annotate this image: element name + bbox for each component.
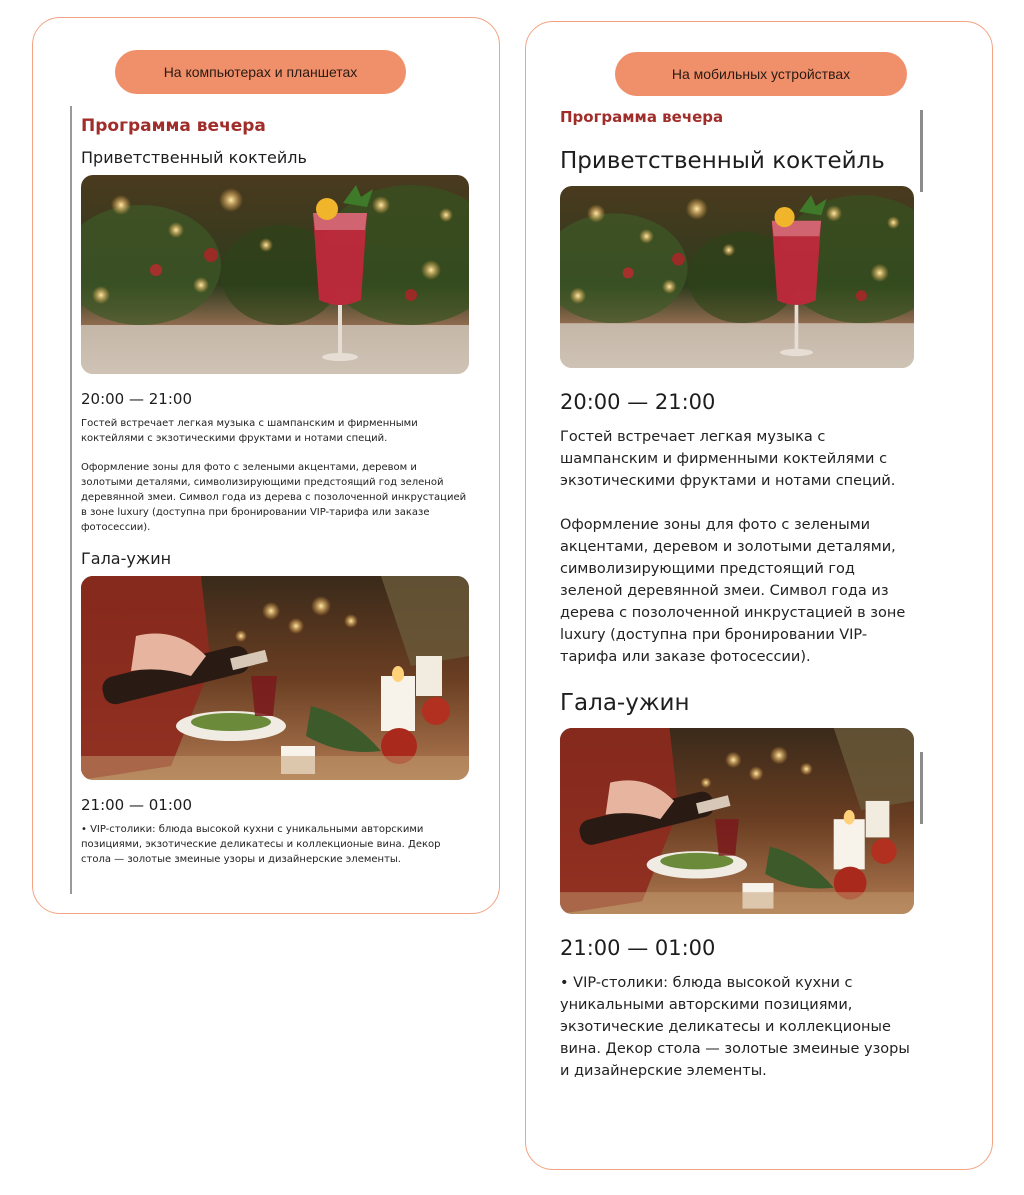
dinner-photo [560,728,914,914]
section-title-cocktail: Приветственный коктейль [560,148,885,174]
mobile-content [560,108,922,1104]
program-title: Программа вечера [560,108,724,126]
paragraph-cocktail-1: Гостей встречает легкая музыка с шампанским и фирменными коктейлями с экзотическими фруктами и нотами специй. [81,418,418,444]
section-title-gala: Гала-ужин [560,690,690,716]
paragraph-gala-1: • VIP-столики: блюда высокой кухни с уникальными авторскими позициями, экзотические деликатесы и коллекционые вина. Декор стола — золотые змеиные узоры и дизайнерские элементы. [560,975,910,1079]
cocktail-photo [560,186,914,368]
paragraph-cocktail-2: Оформление зоны для фото с зелеными акцентами, деревом и золотыми деталями, символизирующими предстоящий год зеленой деревянной змеи. Символ года из дерева с позолоченной инкрустацией в зоне luxury (доступна при бронировании VIP-тарифа или заказе фотосессии). [81,462,467,533]
time-cocktail: 20:00 — 21:00 [560,390,716,414]
paragraph-cocktail-1: Гостей встречает легкая музыка с шампанским и фирменными коктейлями с экзотическими фруктами и нотами специй. [560,429,896,489]
mobile-label-pill[interactable]: На мобильных устройствах [615,52,907,96]
paragraph-gala-1: • VIP-столики: блюда высокой кухни с уникальными авторскими позициями, экзотические деликатесы и коллекционые вина. Декор стола — золотые змеиные узоры и дизайнерские элементы. [81,824,441,865]
cocktail-photo [81,175,469,374]
time-gala: 21:00 — 01:00 [560,936,716,960]
desktop-left-rule [70,106,72,894]
time-cocktail: 20:00 — 21:00 [81,390,192,408]
dinner-photo [81,576,469,780]
mobile-preview-card [525,21,993,1170]
section-title-cocktail: Приветственный коктейль [81,148,307,167]
desktop-label-pill[interactable]: На компьютерах и планшетах [115,50,406,94]
desktop-preview-card [32,17,500,914]
program-title: Программа вечера [81,116,266,136]
desktop-content [81,116,469,881]
time-gala: 21:00 — 01:00 [81,796,192,814]
paragraph-cocktail-2: Оформление зоны для фото с зелеными акцентами, деревом и золотыми деталями, символизирующими предстоящий год зеленой деревянной змеи. Символ года из дерева с позолоченной инкрустацией в зоне luxury (доступна при бронировании VIP-тарифа или заказе фотосессии). [560,517,906,665]
section-title-gala: Гала-ужин [81,549,172,568]
